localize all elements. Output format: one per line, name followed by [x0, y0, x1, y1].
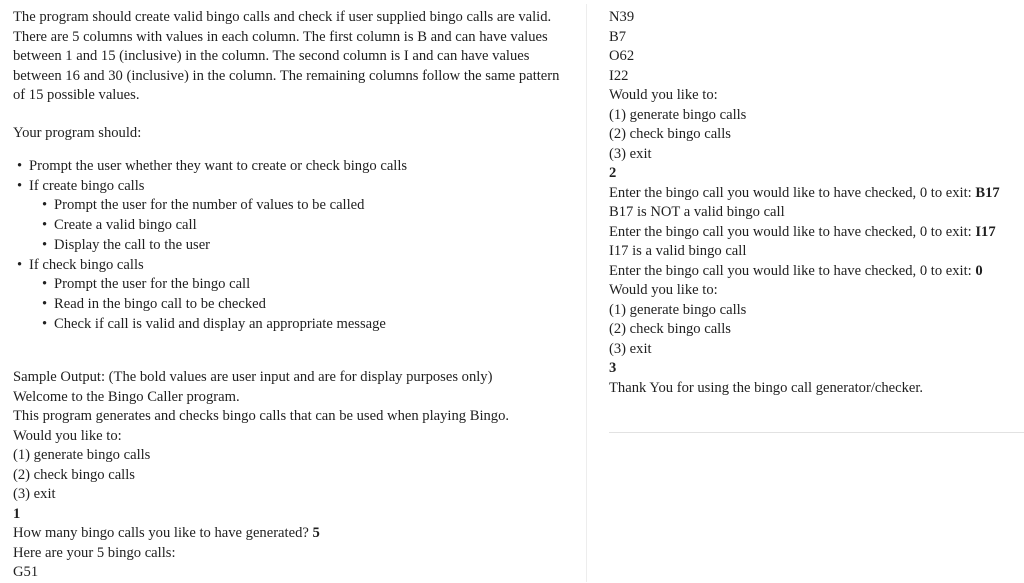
prompt-text: Enter the bingo call you would like to have checked, 0 to exit:: [609, 184, 976, 201]
sample-line: (1) generate bingo calls: [609, 106, 747, 123]
prompt-text: Enter the bingo call you would like to have checked, 0 to exit:: [609, 262, 976, 279]
left-column: [13, 8, 573, 583]
user-input: B17: [975, 184, 1000, 201]
sample-output: [13, 368, 573, 583]
sample-line: (2) check bingo calls: [609, 321, 731, 337]
sample-line: Would you like to:: [609, 282, 718, 298]
prompt-text: Enter the bingo call you would like to have checked, 0 to exit:: [609, 223, 976, 240]
sample-line: [609, 184, 1024, 204]
intro-paragraph: The program should create valid bingo calls and check if user supplied bingo calls are valid. There are 5 columns with values in each column. The first column is B and can have values between 1 and 15 (inclusive) in the column. The second column is I and can have values between 16 and 30 (inclusive) in the column. The remaining columns follow the same pattern of 15 possible values.: [13, 9, 560, 103]
user-input: I17: [975, 223, 996, 240]
sample-line: B17 is NOT a valid bingo call: [609, 204, 785, 220]
sample-line: Here are your 5 bingo calls:: [13, 544, 176, 561]
sample-line: This program generates and checks bingo calls that can be used when playing Bingo.: [13, 408, 510, 425]
sample-line: Thank You for using the bingo call generator/checker.: [609, 379, 924, 396]
sample-line: Would you like to:: [609, 87, 718, 103]
sub-bullet-item: • Prompt the user for the bingo call: [13, 275, 573, 295]
sub-bullet-item: • Create a valid bingo call: [13, 216, 573, 236]
sample-line: (3) exit: [609, 145, 652, 162]
bullet-item: • Prompt the user whether they want to create or check bingo calls: [13, 157, 573, 177]
bingo-call: O62: [609, 48, 635, 64]
user-input: 3: [609, 360, 617, 376]
prompt-text: How many bingo calls you like to have generated?: [13, 525, 313, 542]
user-input: 1: [13, 505, 21, 522]
right-column: [609, 8, 1024, 398]
sample-line: (2) check bingo calls: [609, 126, 731, 142]
requirements-list: [13, 157, 573, 334]
sub-bullet-item: • Read in the bingo call to be checked: [13, 295, 573, 315]
sample-line: Welcome to the Bingo Caller program.: [13, 388, 240, 405]
user-input: 5: [312, 525, 320, 542]
sub-bullet-item: • Check if call is valid and display an appropriate message: [13, 315, 573, 335]
user-input: 0: [975, 262, 983, 279]
sample-line: (2) check bingo calls: [13, 466, 135, 483]
requirements-heading: Your program should:: [13, 124, 142, 141]
sample-line: [609, 262, 1024, 282]
sample-line: (3) exit: [609, 340, 652, 357]
sample-line: [609, 223, 1024, 243]
sample-line: (1) generate bingo calls: [13, 447, 151, 464]
bingo-call: G51: [13, 564, 39, 581]
sample-line: (1) generate bingo calls: [609, 301, 747, 318]
sample-line: (3) exit: [13, 486, 56, 503]
bullet-item: • If check bingo calls: [13, 256, 573, 276]
sample-line: Would you like to:: [13, 427, 122, 444]
sample-line: [13, 524, 573, 544]
section-divider: [609, 432, 1024, 433]
sample-heading: Sample Output: (The bold values are user input and are for display purposes only): [13, 369, 493, 386]
bullet-item: • If create bingo calls: [13, 177, 573, 197]
bingo-call: N39: [609, 9, 635, 25]
user-input: 2: [609, 165, 617, 181]
sub-bullet-item: • Display the call to the user: [13, 236, 573, 256]
column-divider: [586, 4, 587, 582]
bingo-call: B7: [609, 28, 627, 45]
sample-line: I17 is a valid bingo call: [609, 243, 747, 259]
sub-bullet-item: • Prompt the user for the number of values to be called: [13, 196, 573, 216]
bingo-call: I22: [609, 67, 629, 84]
